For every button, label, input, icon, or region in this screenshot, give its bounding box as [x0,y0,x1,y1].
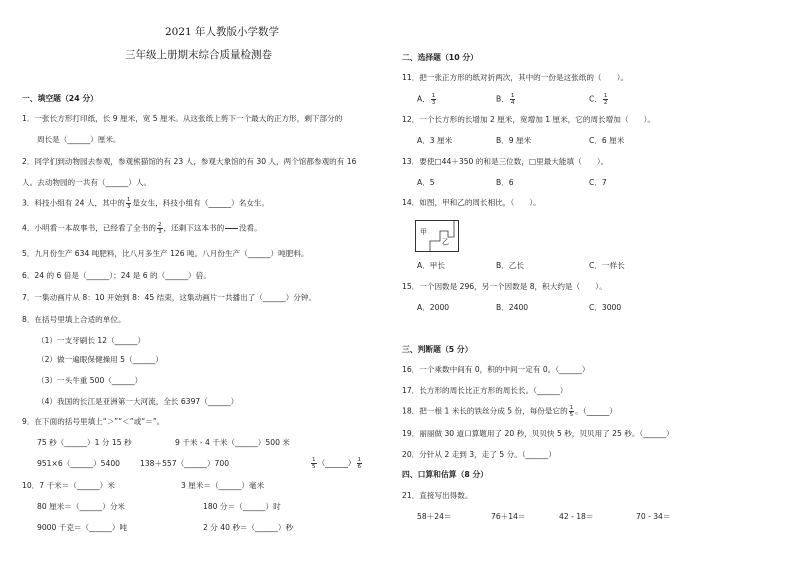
question-9-item: 951×6（______）5400 [37,459,120,468]
fraction: $\frac{1}{3}$ [126,197,131,210]
question-11: 11．把一张正方形的纸对折两次，其中的一份是这张纸的（ ）。 [402,73,629,82]
question-2: 2．同学们到动物园去参观，参观熊猫馆的有 23 人，参观大象馆的有 30 人，两个馆都参观的有 16 [22,157,357,166]
question-1-cont: 周长是（______）厘米。 [37,135,121,144]
question-7: 7．一集动画片从 8：10 开始到 8：45 结束，这集动画片一共播出了（______）分钟。 [22,293,317,302]
option-c: C．3000 [589,303,622,312]
question-4: 4．小明看一本故事书，已经看了全书的 $\frac{2}{3}$ ，还剩下这本书的 没看。 [22,222,262,235]
option-a: A．2000 [417,303,450,312]
question-18: 18．把一根 1 米长的铁丝分成 5 份，每份是它的 $\frac{1}{5}$ 。（______） [402,405,617,418]
question-19: 19．丽丽做 30 道口算题用了 20 秒，贝贝快 5 秒，贝贝用了 25 秒。（______） [402,429,674,438]
question-10-item: 3 厘米＝（______）毫米 [181,481,265,490]
question-10-item: 9000 千克＝（______）吨 [37,523,128,532]
option-c: C．7 [589,178,607,187]
calc-item: 58＋24＝ [417,512,452,521]
calc-item: 70 - 34＝ [636,512,671,521]
question-9-item: 75 秒（______）1 分 15 秒 [37,438,132,447]
question-9-item: 9 千米 - 4 千米（______）500 米 [175,438,290,447]
question-9-item: $\frac{1}{5}$ （______） $\frac{1}{6}$ [312,457,362,470]
question-8-3: （3）一头牛重 500（______） [37,376,143,385]
question-2-cont: 人。去动物园的一共有（______）人。 [22,178,152,187]
question-9: 9．在下面的括号里填上“＞”“＜”或“＝”。 [22,417,165,426]
question-10-item: 80 厘米＝（______）分米 [37,502,126,511]
doc-subtitle: 三年级上册期末综合质量检测卷 [125,49,272,61]
option-c: C．一样长 [589,261,625,270]
option-c: C． $\frac{1}{2}$ [589,93,608,106]
calc-item: 42 - 18＝ [559,512,594,521]
label-jia: 甲 [420,228,427,236]
question-21: 21．直接写出得数。 [402,491,473,500]
question-8: 8．在括号里填上合适的单位。 [22,315,126,324]
question-12: 12．一个长方形的长增加 2 厘米，宽增加 1 厘米，它的周长增加（ ）。 [402,115,655,124]
option-c: C．6 厘米 [589,136,625,145]
fraction-blank [225,222,238,235]
question-3: 3．科技小组有 24 人，其中的 $\frac{1}{3}$ 是女生，科技小组有（______）名女生。 [22,197,270,210]
question-5: 5．九月份生产 634 吨肥料，比八月多生产 126 吨。八月份生产（______）吨肥料。 [22,249,309,258]
calc-item: 76＋14＝ [491,512,526,521]
section-choice: 二、选择题（10 分） [402,53,478,62]
question-20: 20．分针从 2 走到 3，走了 5 分。（______） [402,450,556,459]
question-8-1: （1）一支牙刷长 12（______） [37,336,146,345]
doc-title: 2021 年人教版小学数学 [165,26,280,38]
question-14: 14．如图，甲和乙的周长相比，（ ）。 [402,198,541,207]
question-10-item: 2 分 40 秒＝（______）秒 [203,523,294,532]
option-b: B．2400 [496,303,529,312]
section-fill-blank: 一、填空题（24 分） [22,94,98,103]
question-6: 6．24 的 6 倍是（______）；24 是 6 的（______）倍。 [22,271,211,280]
option-a: A．5 [417,178,435,187]
question-1: 1．一张长方形打印纸，长 9 厘米，宽 5 厘米。从这张纸上剪下一个最大的正方形，剩下部分的 [22,114,343,123]
option-a: A．3 厘米 [417,136,453,145]
question-9-item: 138＋557（______）700 [140,459,230,468]
section-mental-math: 四、口算和估算（8 分） [402,470,489,479]
option-b: B．9 厘米 [496,136,532,145]
question-8-4: （4）我国的长江是亚洲第一大河流，全长 6397（______） [37,397,239,406]
question-16: 16．一个乘数中间有 0，积的中间一定有 0。（______） [402,365,590,374]
question-10: 10．7 千米＝（______）米 [22,481,115,490]
option-b: B． $\frac{1}{4}$ [496,93,515,106]
question-10-item: 180 分＝（______）时 [203,502,281,511]
question-13: 13．要使□44＋350 的和是三位数，□里最大能填（ ）。 [402,157,609,166]
option-a: A．甲长 [417,261,445,270]
fraction: $\frac{2}{3}$ [157,222,162,235]
option-b: B．乙长 [496,261,524,270]
question-15: 15．一个因数是 296，另一个因数是 8，积大约是（ ）。 [402,282,607,291]
label-yi: 乙 [442,238,449,246]
option-b: B．6 [496,178,514,187]
question-8-2: （2）做一遍眼保健操用 5（______） [37,355,163,364]
option-a: A． $\frac{1}{3}$ [417,93,436,106]
perimeter-figure [415,220,459,252]
question-17: 17．长方形的周长比正方形的周长长。（______） [402,386,568,395]
section-true-false: 三、判断题（5 分） [402,345,473,354]
